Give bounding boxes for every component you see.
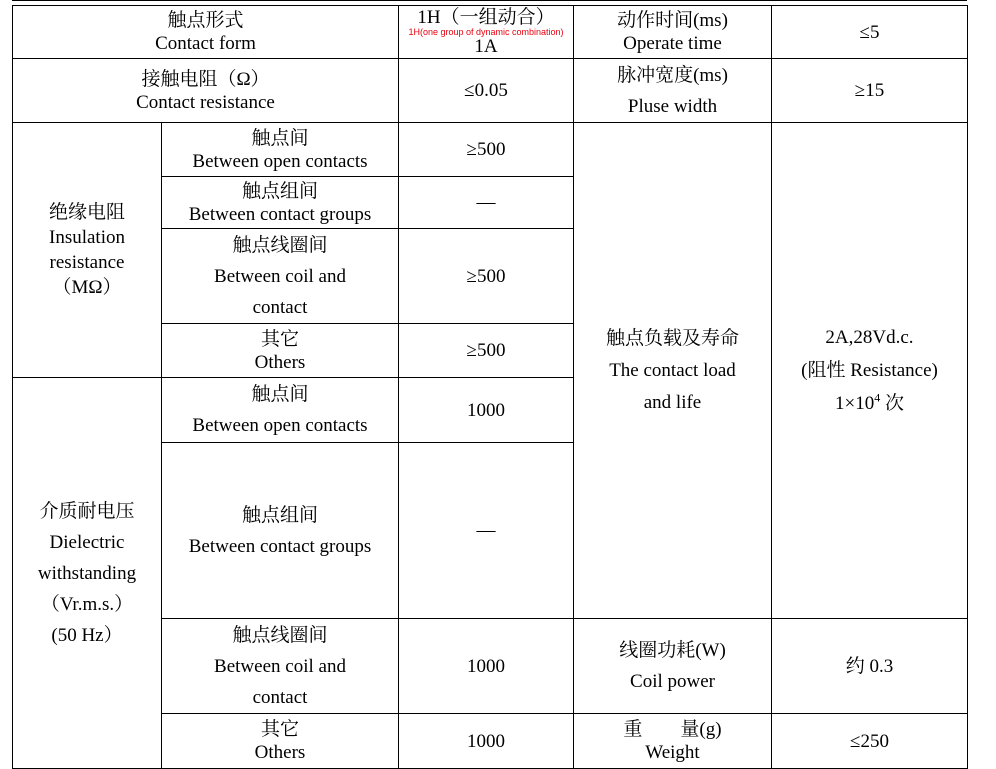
contact-load-value-3-exponent: 4	[874, 390, 881, 405]
contact-load-label-en-1: The contact load	[609, 359, 736, 381]
table-row	[13, 59, 968, 123]
weight-label-cn: 重 量(g)	[623, 719, 722, 740]
contact-load-value-3-pre: 1×10	[835, 393, 875, 414]
insulation-others-value: ≥500	[399, 324, 574, 378]
contact-form-value-main: 1H（一组动合）	[417, 6, 555, 28]
contact-load-value-3	[774, 387, 965, 420]
table-top-border	[12, 0, 967, 4]
dielectric-label-cn: 介质耐电压	[39, 500, 135, 522]
dielectric-label-en-1: Dielectric	[49, 531, 125, 553]
coil-power-label	[574, 619, 772, 714]
dielectric-others-cn: 其它	[260, 719, 299, 740]
insulation-label-en-2: resistance	[49, 252, 125, 273]
pulse-width-label	[574, 59, 772, 123]
operate-time-label	[574, 6, 772, 59]
contact-form-label-cn: 触点形式	[167, 10, 244, 31]
insulation-open-label	[162, 123, 399, 177]
operate-time-label-cn: 动作时间(ms)	[617, 10, 728, 31]
insulation-groups-cn: 触点组间	[241, 180, 318, 202]
dielectric-groups-cn: 触点组间	[241, 504, 318, 526]
operate-time-label-en: Operate time	[623, 33, 722, 54]
dielectric-others-label	[162, 714, 399, 769]
dielectric-others-value: 1000	[399, 714, 574, 769]
dielectric-groups-value: —	[399, 443, 574, 619]
coil-power-label-en: Coil power	[630, 671, 715, 692]
dielectric-label-en-2: withstanding	[37, 562, 137, 584]
pulse-width-value: ≥15	[772, 59, 968, 123]
insulation-others-label	[162, 324, 399, 378]
contact-load-label-cn: 触点负载及寿命	[605, 327, 739, 349]
dielectric-open-en: Between open contacts	[192, 415, 368, 436]
coil-power-value: 约 0.3	[772, 619, 968, 714]
table-row	[13, 123, 968, 177]
contact-load-value-3-post: 次	[880, 393, 904, 414]
insulation-others-en: Others	[254, 351, 306, 373]
contact-form-value	[399, 6, 574, 59]
insulation-coil-cn: 触点线圈间	[232, 234, 328, 256]
operate-time-value: ≤5	[772, 6, 968, 59]
weight-value: ≤250	[772, 714, 968, 769]
dielectric-label	[13, 378, 162, 769]
insulation-open-cn: 触点间	[251, 127, 309, 149]
contact-form-value-sub: 1A	[474, 35, 498, 57]
dielectric-coil-cn: 触点线圈间	[232, 624, 328, 646]
table-row	[13, 6, 968, 59]
insulation-label-unit: （MΩ）	[52, 277, 122, 298]
specification-table	[12, 5, 968, 769]
insulation-coil-en-1: Between coil and	[214, 265, 346, 287]
dielectric-label-unit-1: （Vr.m.s.）	[40, 593, 134, 615]
insulation-open-en: Between open contacts	[192, 150, 368, 172]
dielectric-coil-en-1: Between coil and	[214, 655, 346, 677]
contact-load-label	[574, 123, 772, 619]
dielectric-coil-en-2: contact	[252, 686, 308, 708]
insulation-open-value: ≥500	[399, 123, 574, 177]
insulation-label	[13, 123, 162, 378]
dielectric-label-unit-2: (50 Hz）	[51, 624, 123, 646]
dielectric-open-value: 1000	[399, 378, 574, 443]
insulation-label-en-1: Insulation	[49, 227, 125, 248]
contact-resistance-label-cn: 接触电阻（Ω）	[141, 68, 270, 90]
insulation-coil-value: ≥500	[399, 229, 574, 324]
dielectric-groups-label	[162, 443, 399, 619]
insulation-coil-en-2: contact	[252, 296, 308, 318]
contact-resistance-value: ≤0.05	[399, 59, 574, 123]
insulation-coil-label	[162, 229, 399, 324]
insulation-others-cn: 其它	[260, 328, 299, 350]
dielectric-open-label	[162, 378, 399, 443]
insulation-groups-value: —	[399, 177, 574, 229]
insulation-groups-en: Between contact groups	[188, 203, 372, 225]
insulation-groups-label	[162, 177, 399, 229]
contact-form-label-en: Contact form	[155, 33, 256, 54]
contact-form-label	[13, 6, 399, 59]
dielectric-open-cn: 触点间	[251, 384, 309, 405]
contact-load-label-en-2: and life	[643, 391, 702, 413]
contact-load-value-1: 2A,28Vd.c.	[825, 327, 914, 348]
pulse-width-label-en: Pluse width	[627, 95, 718, 117]
contact-resistance-label-en: Contact resistance	[136, 91, 275, 113]
dielectric-coil-label	[162, 619, 399, 714]
insulation-label-cn: 绝缘电阻	[48, 202, 125, 223]
weight-label-en: Weight	[645, 742, 700, 763]
dielectric-groups-en: Between contact groups	[188, 535, 372, 557]
contact-form-value-note: 1H(one group of dynamic combination)	[408, 26, 564, 37]
contact-load-value-2: (阻性 Resistance)	[801, 360, 938, 381]
contact-resistance-label	[13, 59, 399, 123]
contact-load-value	[772, 123, 968, 619]
coil-power-label-cn: 线圈功耗(W)	[619, 640, 726, 661]
dielectric-others-en: Others	[254, 742, 306, 763]
weight-label	[574, 714, 772, 769]
dielectric-coil-value: 1000	[399, 619, 574, 714]
pulse-width-label-cn: 脉冲宽度(ms)	[617, 64, 728, 86]
